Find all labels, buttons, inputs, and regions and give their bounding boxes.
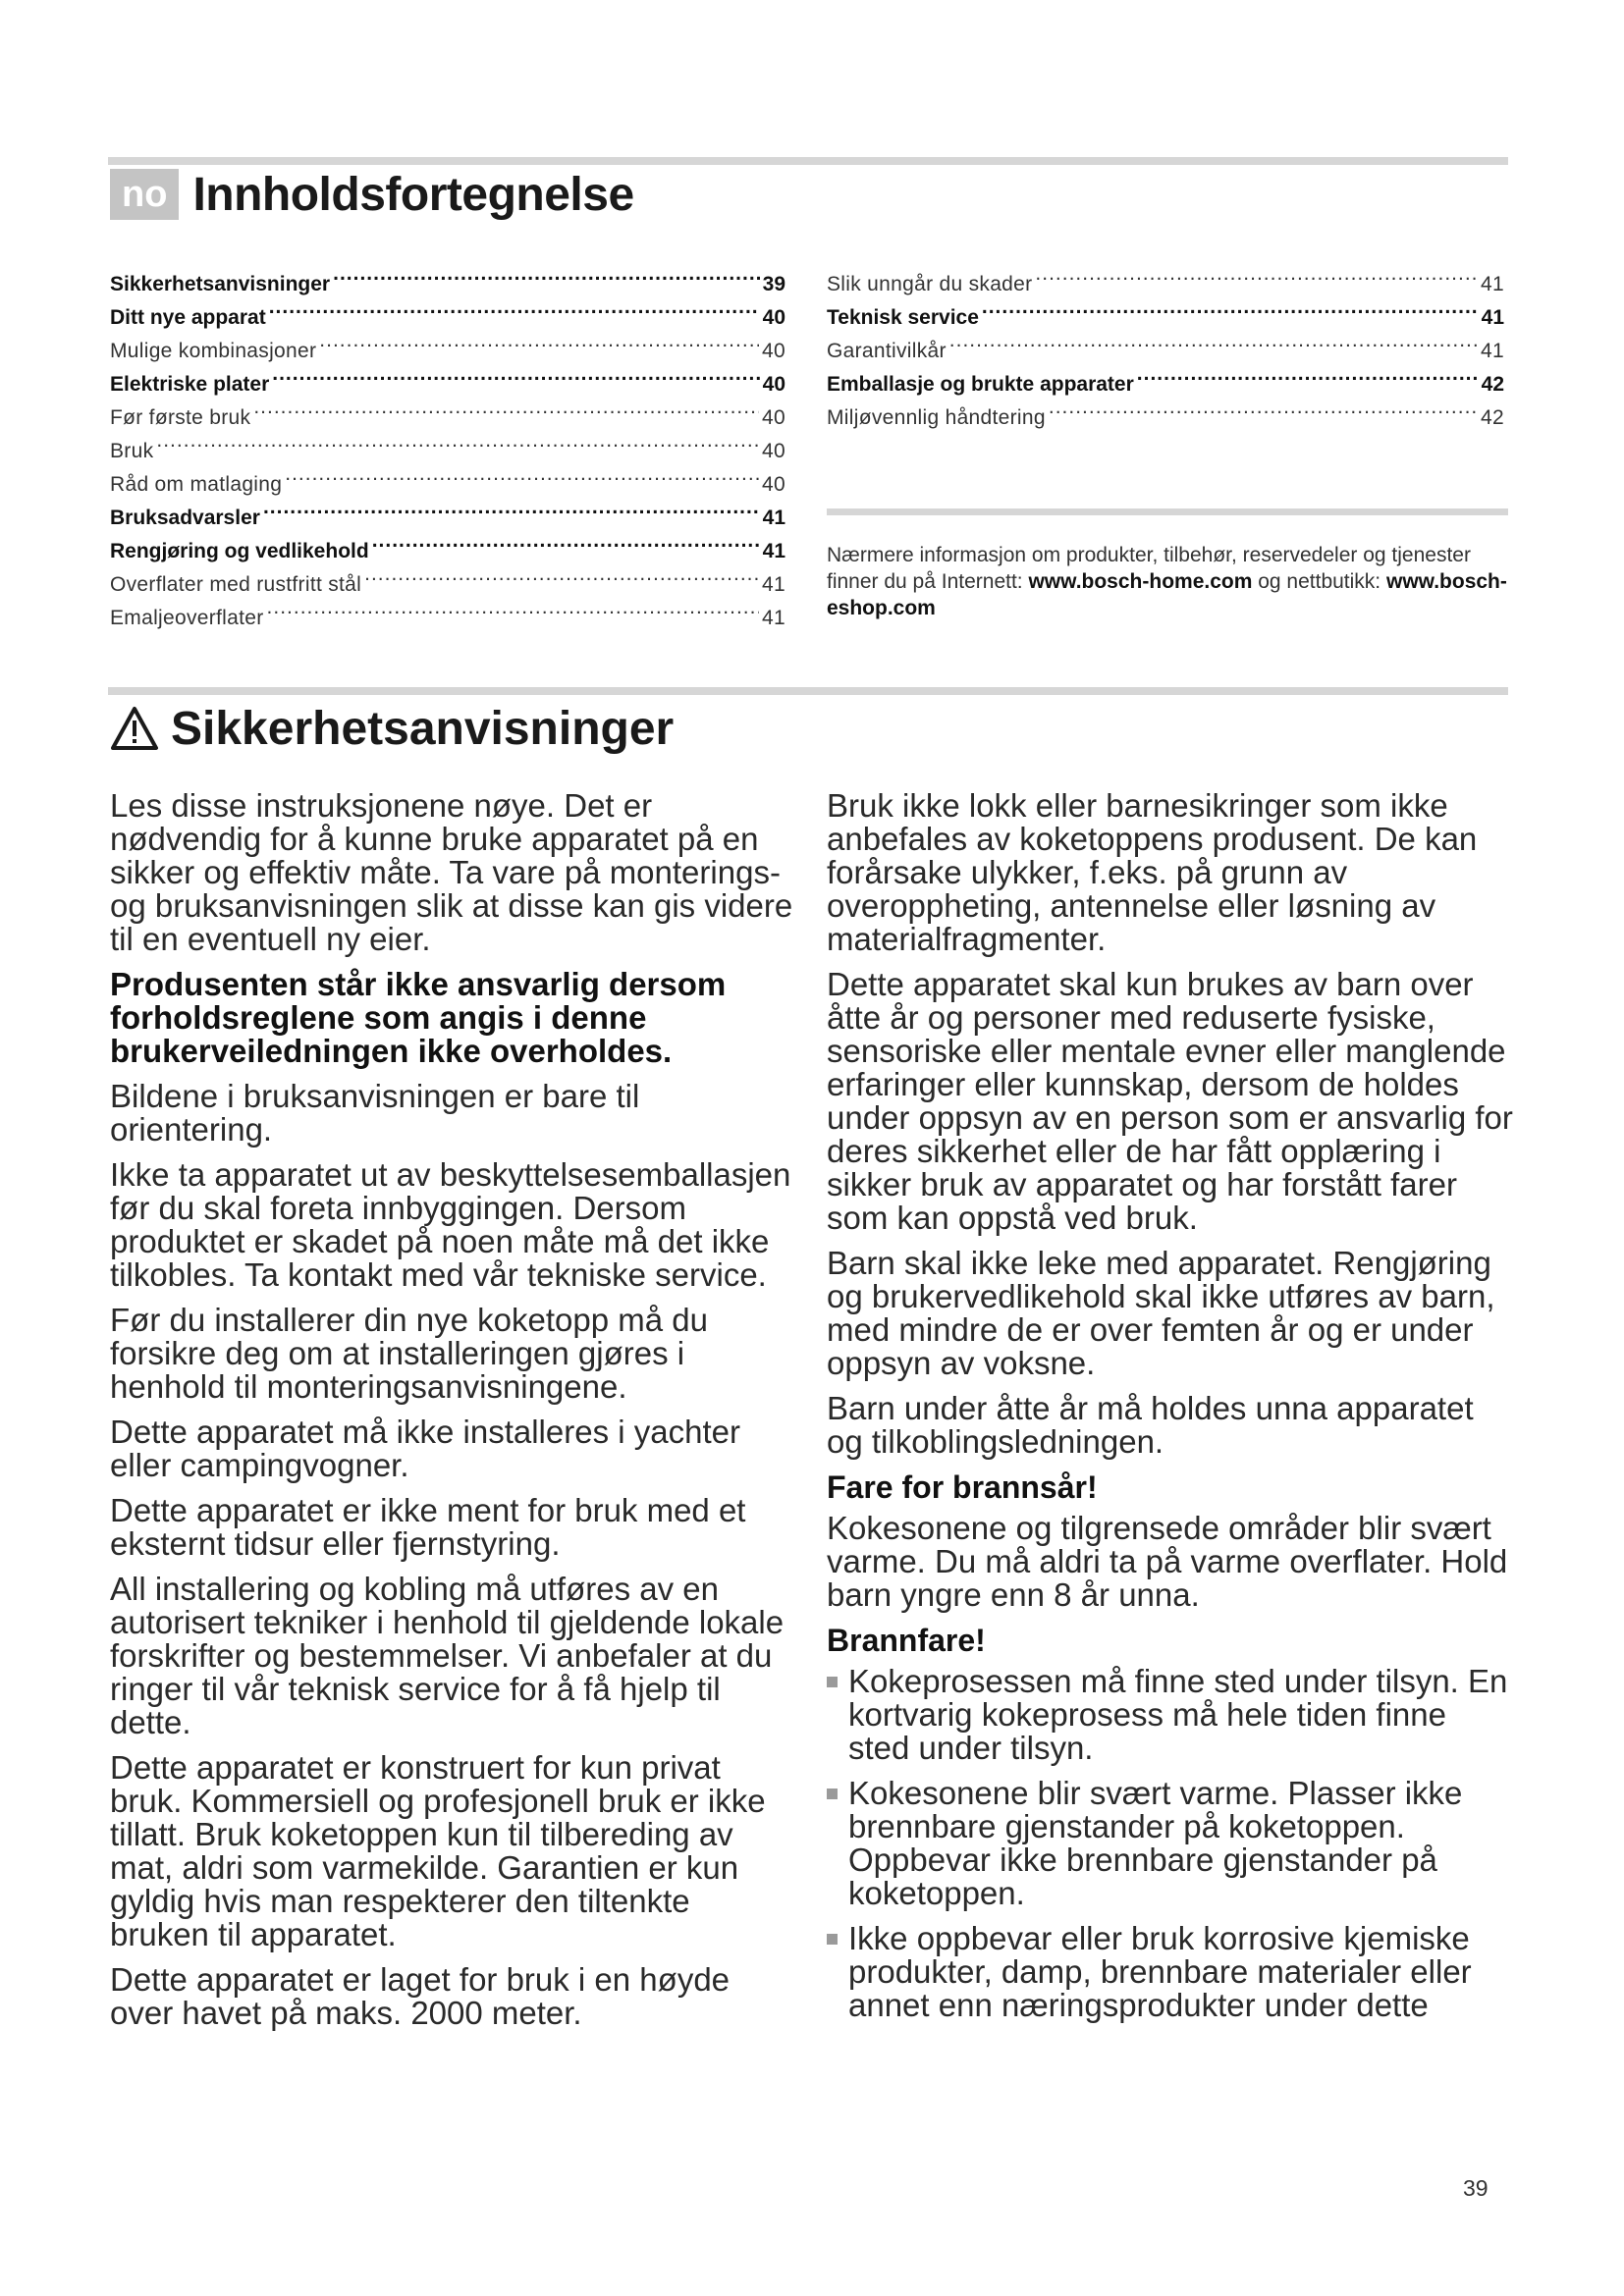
toc-entry[interactable] — [110, 424, 785, 462]
toc-leader-dots — [263, 491, 760, 524]
toc-leader-dots — [982, 291, 1479, 324]
toc-entry-label: Slik unngår du skader — [827, 273, 1033, 295]
subheading: Brannfare! — [827, 1623, 986, 1658]
section-divider — [108, 687, 1508, 695]
toc-leader-dots — [269, 291, 760, 324]
toc-entry-page: 40 — [762, 373, 785, 396]
toc-title: Innholdsfortegnelse — [192, 168, 634, 221]
paragraph: Dette apparatet må ikke installeres i yachter eller campingvogner. — [110, 1414, 740, 1483]
toc-leader-dots — [1049, 391, 1478, 424]
toc-entry-page: 42 — [1481, 373, 1504, 396]
toc-entry-label: Før første bruk — [110, 406, 251, 429]
toc-entry-label: Emaljeoverflater — [110, 607, 264, 629]
section-header — [110, 697, 674, 760]
toc-entry[interactable] — [827, 257, 1504, 295]
toc-entry-label: Teknisk service — [827, 306, 979, 329]
toc-entry-page: 41 — [762, 540, 785, 562]
toc-entry-label: Miljøvennlig håndtering — [827, 406, 1046, 429]
toc-header — [110, 169, 634, 220]
bullet-text: Kokesonene blir svært varme. Plasser ikke brennbare gjenstander på koketoppen. Oppbevar ikke brennbare gjenstander på koketoppen. — [848, 1775, 1463, 1911]
toc-entry-label: Overflater med rustfritt stål — [110, 573, 362, 596]
toc-entry-page: 41 — [762, 607, 785, 629]
toc-leader-dots — [1035, 257, 1478, 291]
bullet-square-icon — [827, 1789, 838, 1799]
toc-entry-page: 40 — [762, 440, 785, 462]
toc-entry[interactable] — [110, 257, 785, 295]
bullet-item — [827, 1665, 1514, 1765]
toc-leader-dots — [1137, 357, 1479, 391]
toc-left-column — [110, 257, 785, 629]
toc-entry-page: 40 — [762, 473, 785, 496]
paragraph: Barn under åtte år må holdes unna apparatet og tilkoblingsledningen. — [827, 1390, 1474, 1460]
body-right-column — [827, 789, 1514, 2034]
bold-paragraph: Produsenten står ikke ansvarlig dersom forholdsreglene som angis i denne brukerveiledningen ikke overholdes. — [110, 966, 727, 1069]
section-title: Sikkerhetsanvisninger — [171, 702, 675, 755]
toc-leader-dots — [156, 424, 759, 457]
toc-leader-dots — [949, 324, 1478, 357]
bullet-text: Kokeprosessen må finne sted under tilsyn. En kortvarig kokeprosess må hele tiden finne sted under tilsyn. — [848, 1663, 1508, 1766]
toc-leader-dots — [272, 357, 759, 391]
bullet-text: Ikke oppbevar eller bruk korrosive kjemiske produkter, damp, brennbare materialer eller annet enn næringsprodukter under dette — [848, 1920, 1472, 2023]
note-text-2: og nettbutikk: — [1252, 570, 1386, 593]
bullet-item — [827, 1922, 1514, 2022]
toc-entry-page: 40 — [762, 306, 785, 329]
paragraph: Ikke ta apparatet ut av beskyttelsesemballasjen før du skal foreta innbyggingen. Dersom produktet er skadet på noen måte må det ikke tilkobles. Ta kontakt med vår tekniske service. — [110, 1156, 791, 1293]
toc-leader-dots — [364, 558, 759, 591]
toc-entry-page: 42 — [1481, 406, 1504, 429]
toc-entry-page: 41 — [762, 573, 785, 596]
toc-entry-label: Elektriske plater — [110, 373, 270, 396]
toc-leader-dots — [372, 524, 760, 558]
toc-entry-label: Emballasje og brukte apparater — [827, 373, 1134, 396]
paragraph: Dette apparatet er laget for bruk i en høyde over havet på maks. 2000 meter. — [110, 1961, 731, 2031]
toc-entry-label: Bruk — [110, 440, 154, 462]
paragraph: All installering og kobling må utføres av en autorisert tekniker i henhold til gjeldende lokale forskrifter og bestemmelser. Vi anbefaler at du ringer til vår teknisk service for å få hjelp til dette. — [110, 1571, 785, 1740]
paragraph: Bildene i bruksanvisningen er bare til orientering. — [110, 1078, 640, 1148]
toc-leader-dots — [285, 457, 759, 491]
toc-entry-page: 41 — [1481, 340, 1504, 362]
toc-leader-dots — [267, 591, 760, 624]
toc-entry-label: Bruksadvarsler — [110, 507, 260, 529]
paragraph: Kokesonene og tilgrensede områder blir svært varme. Du må aldri ta på varme overflater. Hold barn yngre enn 8 år unna. — [827, 1510, 1508, 1613]
note-divider — [827, 508, 1508, 515]
toc-right-column — [827, 257, 1504, 429]
language-badge: no — [110, 169, 179, 220]
toc-entry-label: Råd om matlaging — [110, 473, 283, 496]
paragraph: Les disse instruksjonene nøye. Det er nødvendig for å kunne bruke apparatet på en sikker og effektiv måte. Ta vare på monterings- og bruksanvisningen slik at disse kan gis videre til en eventuell ny eier. — [110, 787, 793, 957]
toc-leader-dots — [253, 391, 759, 424]
toc-entry[interactable] — [110, 457, 785, 496]
bullet-item — [827, 1777, 1514, 1910]
page-number: 39 — [1463, 2175, 1489, 2201]
paragraph: Barn skal ikke leke med apparatet. Rengjøring og brukervedlikehold skal ikke utføres av barn, med mindre de er over femten år og er under oppsyn av voksne. — [827, 1245, 1495, 1381]
paragraph: Bruk ikke lokk eller barnesikringer som ikke anbefales av koketoppens produsent. De kan forårsake ulykker, f.eks. på grunn av overoppheting, antennelse eller løsning av materialfragmenter. — [827, 787, 1478, 957]
paragraph: Dette apparatet er ikke ment for bruk med et eksternt tidsur eller fjernstyring. — [110, 1492, 746, 1562]
toc-leader-dots — [319, 324, 759, 357]
note-text-1: Nærmere informasjon om produkter, tilbehør, reservedeler og tjenester finner du på Internett: — [827, 544, 1471, 593]
bullet-square-icon — [827, 1934, 838, 1945]
bosch-home-link[interactable]: www.bosch-home.com — [1028, 570, 1253, 593]
toc-leader-dots — [333, 257, 760, 291]
warning-triangle-icon — [110, 706, 159, 751]
body-left-column — [110, 789, 797, 2042]
toc-entry-page: 39 — [762, 273, 785, 295]
paragraph: Dette apparatet skal kun brukes av barn over åtte år og personer med reduserte fysiske, sensoriske eller mentale evner eller manglende erfaringer eller kunnskap, dersom de holdes under oppsyn av en person som er ansvarlig for deres sikkerhet eller de har fått opplæring i sikker bruk av apparatet og har forstått farer som kan oppstå ved bruk. — [827, 966, 1513, 1236]
toc-entry-label: Garantivilkår — [827, 340, 947, 362]
info-note — [827, 542, 1514, 621]
toc-entry-label: Ditt nye apparat — [110, 306, 266, 329]
subheading: Fare for brannsår! — [827, 1469, 1098, 1505]
toc-entry-page: 40 — [762, 406, 785, 429]
toc-entry-label: Rengjøring og vedlikehold — [110, 540, 369, 562]
bosch-eshop-link[interactable]: www.bosch-eshop.com — [827, 570, 1507, 619]
toc-entry-page: 41 — [1481, 306, 1504, 329]
toc-entry-page: 41 — [1481, 273, 1504, 295]
bullet-square-icon — [827, 1677, 838, 1687]
paragraph: Dette apparatet er konstruert for kun privat bruk. Kommersiell og profesjonell bruk er ikke tillatt. Bruk koketoppen kun til tilbereding av mat, aldri som varmekilde. Garantien er kun gyldig hvis man respekterer den tiltenkte bruken til apparatet. — [110, 1749, 766, 1952]
paragraph: Før du installerer din nye koketopp må du forsikre deg om at installeringen gjøres i henhold til monteringsanvisningene. — [110, 1302, 708, 1405]
toc-entry-label: Mulige kombinasjoner — [110, 340, 317, 362]
toc-entry-page: 41 — [762, 507, 785, 529]
top-divider — [108, 157, 1508, 165]
toc-entry-page: 40 — [762, 340, 785, 362]
toc-entry-label: Sikkerhetsanvisninger — [110, 273, 331, 295]
